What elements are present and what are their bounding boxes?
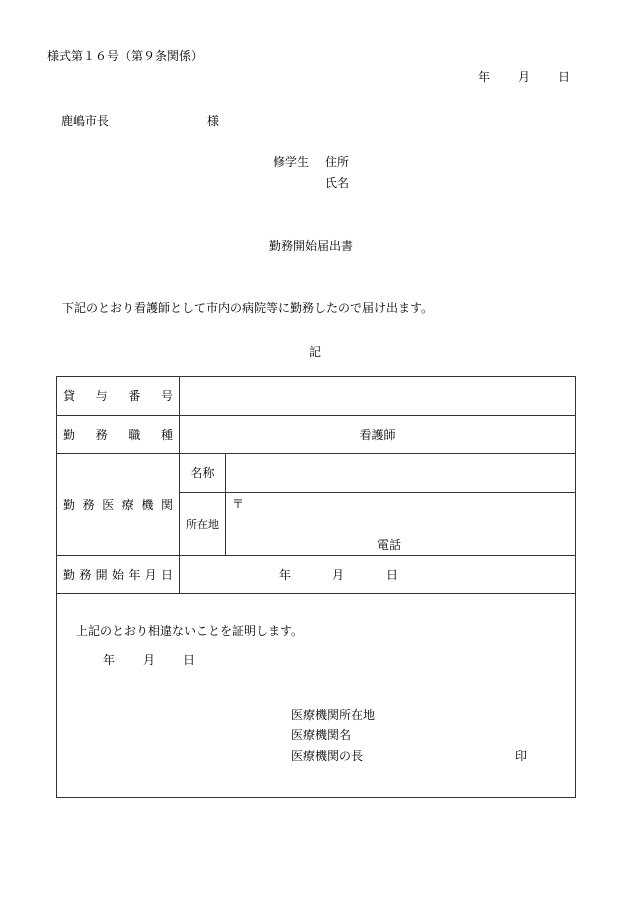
certification-month: 月 — [143, 653, 156, 667]
postal-mark: 〒 — [232, 497, 245, 511]
institution-head-sign-label: 医療機関の長 — [291, 749, 364, 763]
applicant-address-label: 住所 — [325, 155, 350, 169]
header-date-day: 日 — [558, 70, 571, 84]
document-title: 勤務開始届出書 — [269, 239, 354, 253]
loan-number-field[interactable] — [180, 377, 576, 416]
table-row-job-type — [57, 416, 576, 454]
job-type-value: 看護師 — [180, 416, 576, 454]
header-date-month: 月 — [518, 70, 531, 84]
institution-name-sign-label: 医療機関名 — [291, 728, 352, 742]
start-date-field[interactable] — [180, 556, 576, 594]
certification-day: 日 — [183, 653, 196, 667]
start-date-year: 年 — [279, 568, 292, 582]
institution-name-label: 名称 — [180, 454, 226, 493]
form-number: 様式第１６号（第９条関係） — [47, 49, 204, 63]
institution-location-field[interactable] — [226, 493, 576, 556]
seal-mark: 印 — [515, 749, 528, 763]
start-date-label-cell — [57, 556, 180, 594]
table-row-loan-number — [57, 377, 576, 416]
loan-number-label: 貸 与 番 号 — [63, 389, 173, 403]
addressee-mayor: 鹿嶋市長 — [61, 114, 110, 128]
intro-text: 下記のとおり看護師として市内の病院等に勤務したので届け出ます。 — [62, 301, 434, 315]
table-row-start-date — [57, 556, 576, 594]
job-type-label-cell — [57, 416, 180, 454]
certification-statement: 上記のとおり相違ないことを証明します。 — [76, 624, 304, 638]
institution-location-sign-label: 医療機関所在地 — [291, 708, 376, 722]
institution-name-field[interactable] — [226, 454, 576, 493]
certification-cell — [57, 594, 576, 798]
table-row-certification — [57, 594, 576, 798]
phone-label: 電話 — [377, 538, 402, 552]
start-date-month: 月 — [332, 568, 345, 582]
certification-year: 年 — [103, 653, 116, 667]
table-row-institution-name — [57, 454, 576, 493]
ki-label: 記 — [309, 345, 322, 359]
institution-label-cell — [57, 454, 180, 556]
institution-location-label: 所在地 — [180, 493, 226, 556]
application-table — [56, 376, 576, 798]
start-date-day: 日 — [386, 568, 399, 582]
job-type-label: 勤 務 職 種 — [63, 427, 173, 442]
header-date-year: 年 — [478, 70, 491, 84]
start-date-label: 勤 務 開 始 年 月 日 — [63, 567, 173, 582]
addressee-honorific: 様 — [207, 114, 220, 128]
institution-label: 勤 務 医 療 機 関 — [63, 497, 173, 512]
applicant-role: 修学生 — [273, 155, 310, 169]
applicant-name-label: 氏名 — [325, 176, 350, 190]
loan-number-label-cell — [57, 377, 180, 416]
